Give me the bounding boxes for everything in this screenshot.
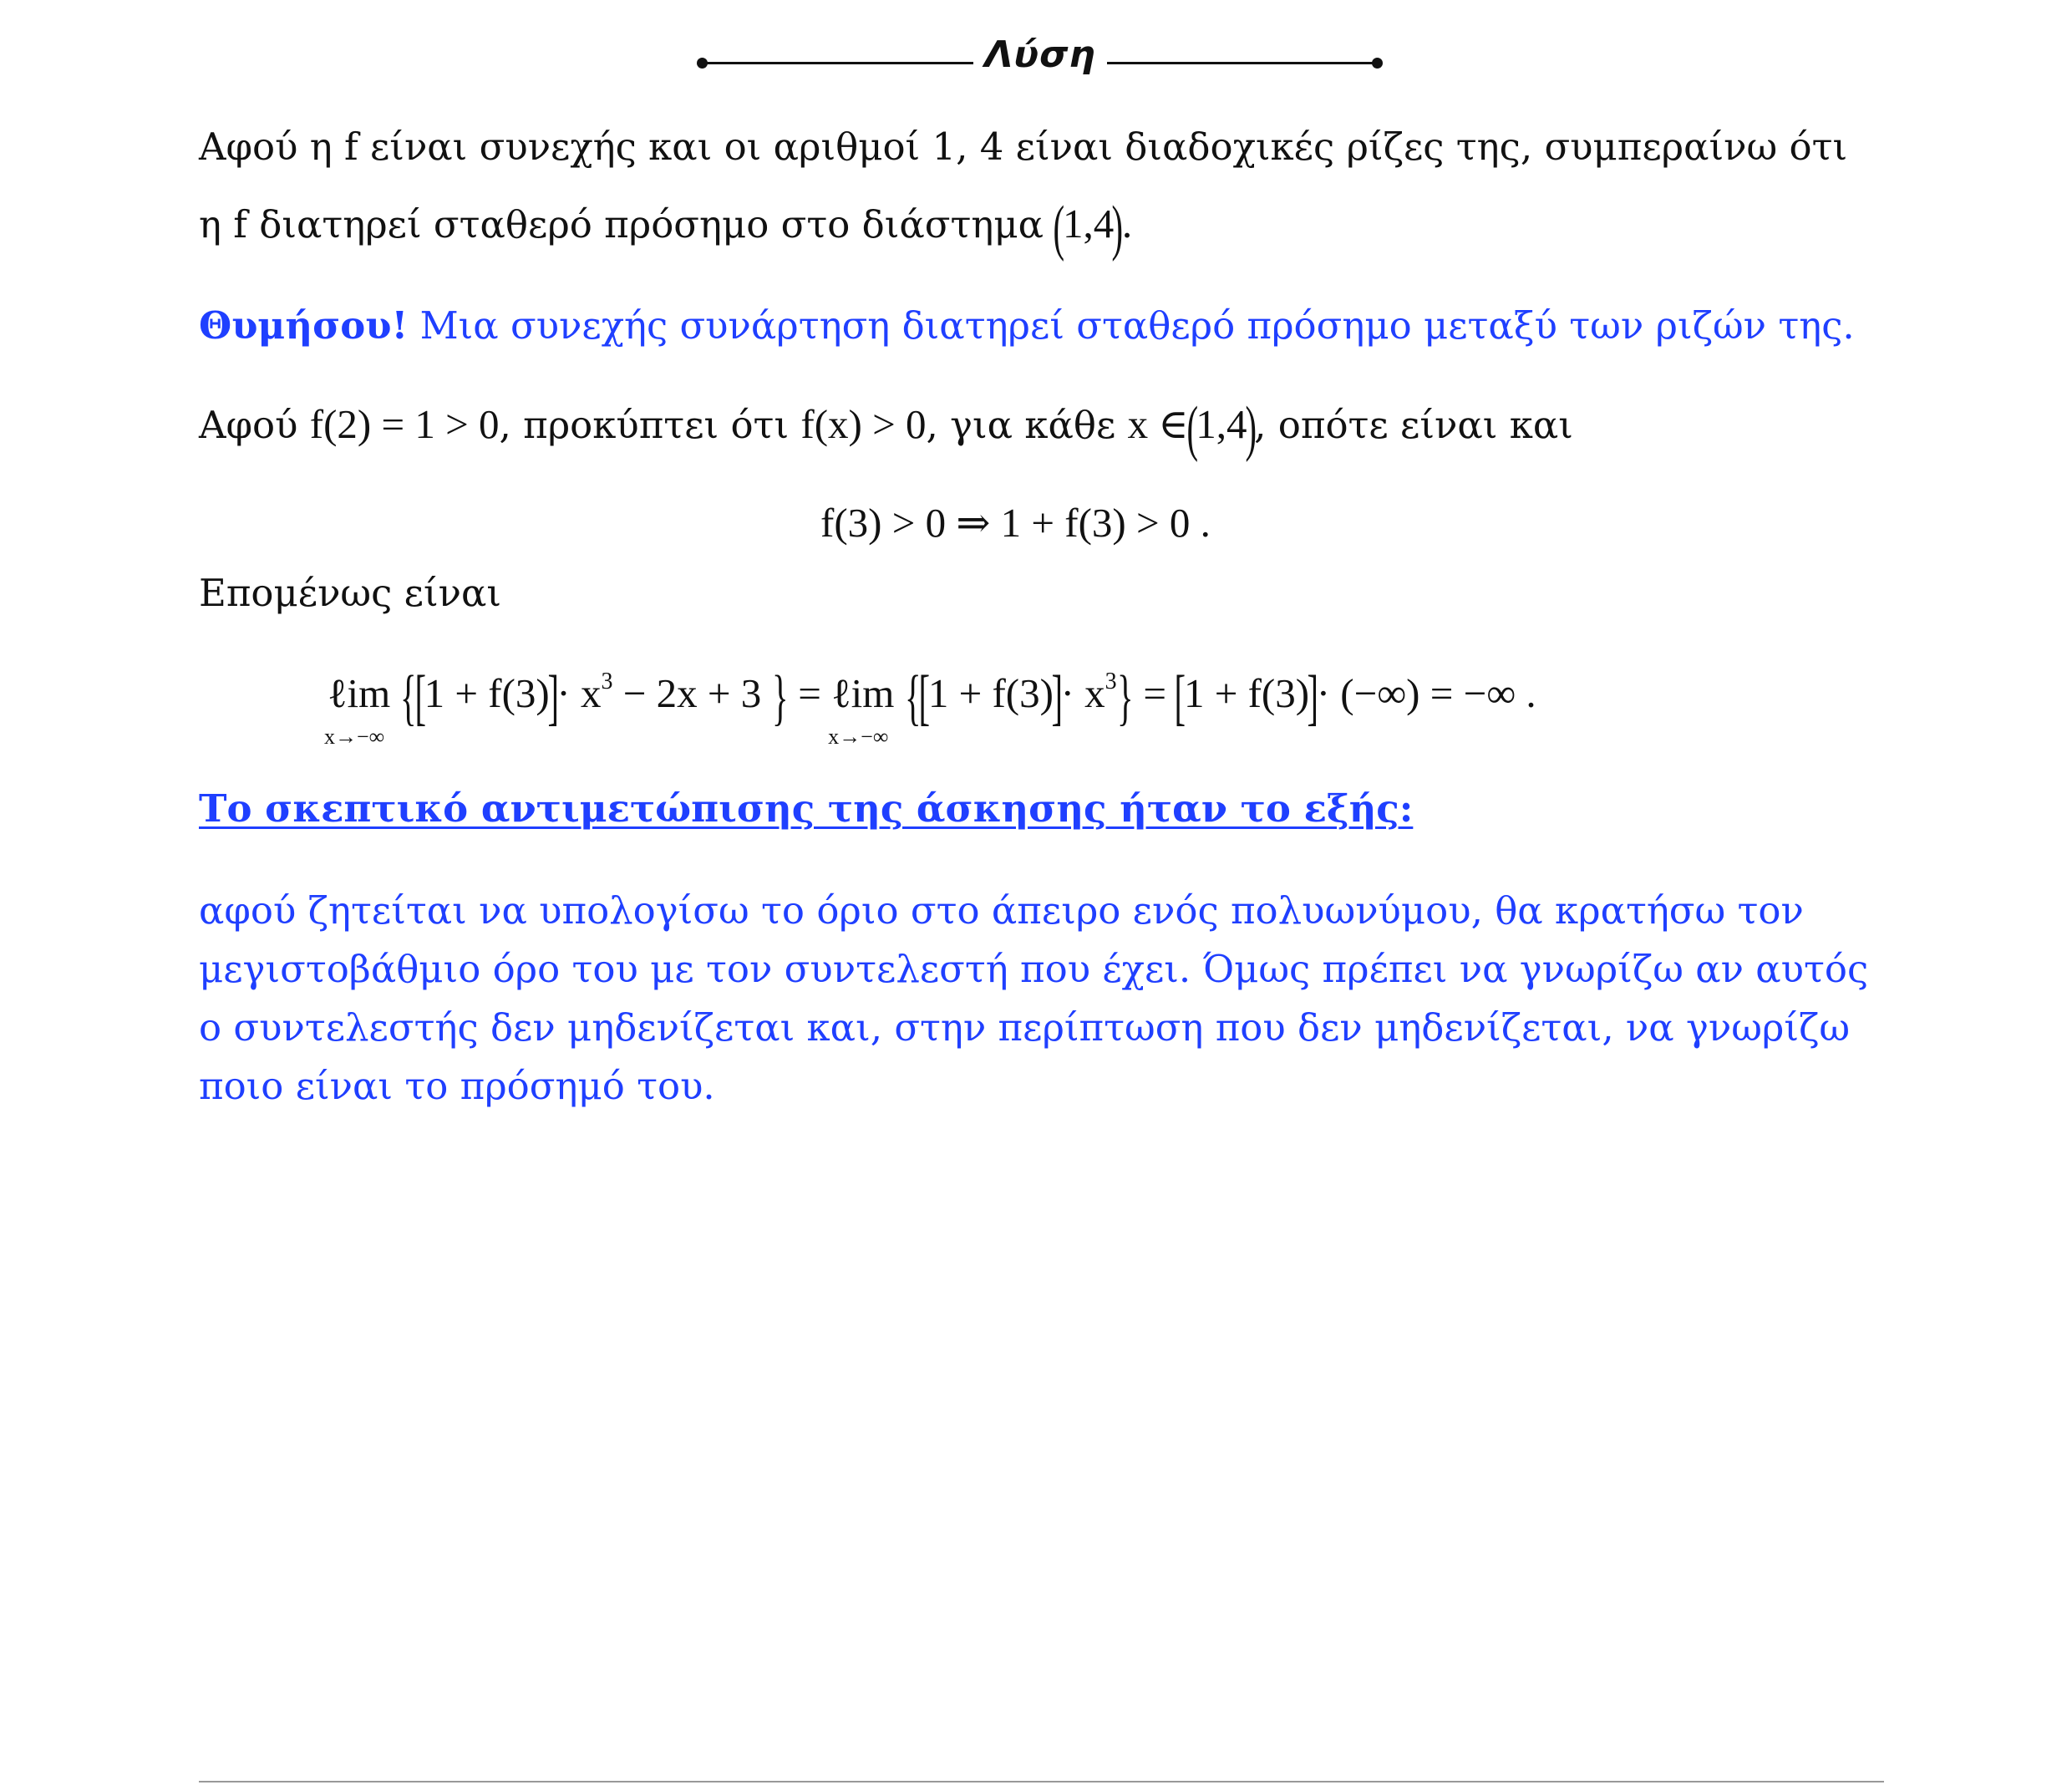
reminder-label: Θυμήσου! [199, 303, 409, 348]
eq2-bracket-2: 1 + f(3) [927, 670, 1054, 716]
eq2-term1-rest: − 2x + 3 [622, 670, 762, 716]
para2-mid: , προκύπτει ότι [499, 403, 790, 447]
para1-line2-end: . [1120, 202, 1134, 247]
para2-mid2: , για κάθε [926, 403, 1116, 447]
heading-rule-right [1107, 62, 1376, 64]
interval-1-4: (1,4) [1053, 193, 1124, 262]
reasoning-line-3: ο συντελεστής δεν μηδενίζεται και, στην περίπτωση που δεν μηδενίζεται, να γνωρίζω [199, 1005, 1851, 1050]
limit-2-label: ℓim [831, 670, 895, 716]
para2-line [199, 394, 1573, 463]
eq2-term1-tail: · x [556, 670, 602, 716]
eq2-bracket-1: 1 + f(3) [424, 670, 550, 716]
eq2-exp-2: 3 [1105, 669, 1117, 694]
para3: Επομένως είναι [199, 571, 501, 615]
heading-rule-left [704, 62, 973, 64]
reasoning-line-4: ποιο είναι το πρόσημό του. [199, 1064, 715, 1108]
para2-start: Αφού [199, 403, 298, 447]
eq2-final: · (−∞) = −∞ . [1316, 670, 1536, 716]
eq2-exp-1: 3 [601, 669, 613, 694]
limit-1-label: ℓim [328, 670, 391, 716]
para1-line2-text: η f διατηρεί σταθερό πρόσημο στο διάστημα [199, 202, 1044, 247]
section-title: Το σκεπτικό αντιμετώπισης της άσκησης ήταν το εξής: [199, 786, 1414, 831]
para1-line2 [199, 193, 1134, 262]
limit-2-sub: x→−∞ [828, 725, 889, 749]
para2-end: , οπότε είναι και [1254, 403, 1573, 447]
para2-f2: f(2) = 1 > 0 [309, 401, 500, 447]
reasoning-line-2: μεγιστοβάθμιο όρο του με τον συντελεστή που έχει. Όμως πρέπει να γνωρίζω αν αυτός [199, 947, 1869, 991]
limit-2 [828, 669, 895, 749]
para2-fx: f(x) > 0 [800, 401, 927, 447]
para2-interval-value: 1,4 [1196, 401, 1247, 447]
interval-value: 1,4 [1062, 201, 1115, 247]
para2-interval: (1,4) [1186, 394, 1257, 463]
footer-rule [199, 1781, 1884, 1782]
eq2-equals-2: = [1143, 670, 1167, 716]
limit-1-sub: x→−∞ [324, 725, 385, 749]
solution-heading [0, 33, 2072, 92]
equation-1: f(3) > 0 ⇒ 1 + f(3) > 0 . [820, 500, 1211, 546]
reminder-text: Μια συνεχής συνάρτηση διατηρεί σταθερό πρόσημο μεταξύ των ριζών της. [419, 303, 1855, 348]
heading-title: Λύση [984, 33, 1096, 76]
para2-xin: x ∈ [1127, 401, 1189, 447]
eq2-equals-1: = [798, 670, 821, 716]
equation-2: ℓim x→−∞ {$[1 + f(3)]\cdot x^3 - 2x + 3$ } = ℓim x→−∞ $\{[1 + f(3)]\cdot x^3\} = [1 + f(3)]\cdot$ (−∞) = −∞ . [328, 657, 1536, 723]
eq2-term2-tail: · x [1060, 670, 1105, 716]
reminder-line [199, 301, 1855, 351]
para1-line1: Αφού η f είναι συνεχής και οι αριθμοί 1, 4 είναι διαδοχικές ρίζες της, συμπεραίνω ότι [199, 125, 1848, 169]
reasoning-line-1: αφού ζητείται να υπολογίσω το όριο στο άπειρο ενός πολυωνύμου, θα κρατήσω τον [199, 888, 1804, 933]
heading-dot-right [1372, 58, 1383, 69]
limit-1 [324, 669, 391, 749]
eq2-bracket-3: 1 + f(3) [1183, 670, 1310, 716]
